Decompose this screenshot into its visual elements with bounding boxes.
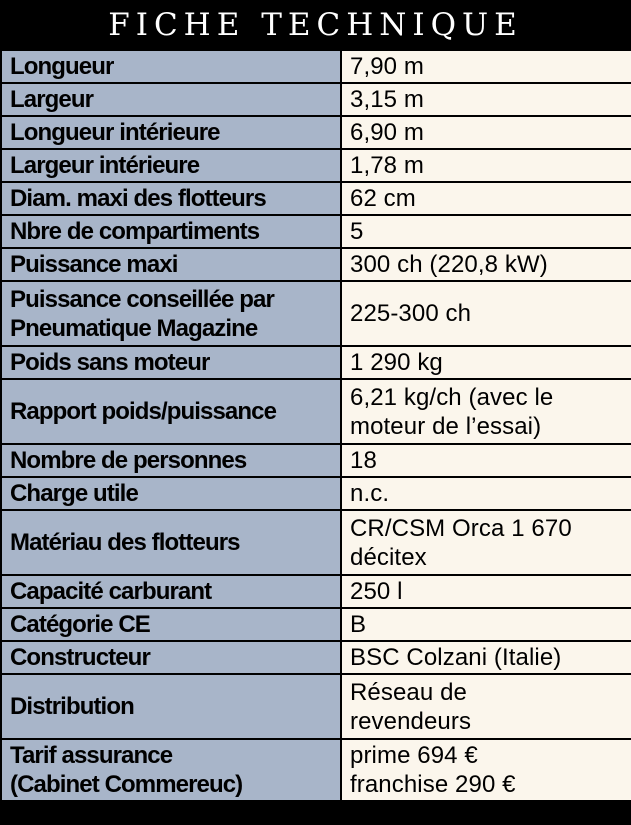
spec-label-cell <box>1 608 341 641</box>
spec-value-cell <box>341 50 631 83</box>
spec-label: Largeur <box>10 86 94 113</box>
spec-row <box>1 575 631 608</box>
spec-label-cell <box>1 739 341 801</box>
spec-value: 225-300 ch <box>350 300 472 327</box>
spec-value-cell <box>341 575 631 608</box>
spec-row <box>1 739 631 801</box>
spec-label-cell <box>1 182 341 215</box>
spec-value: 6,21 kg/ch (avec le moteur de l’essai) <box>350 383 554 440</box>
spec-label: Tarif assurance (Cabinet Commereuc) <box>10 742 243 798</box>
spec-label-cell <box>1 379 341 444</box>
spec-row <box>1 444 631 477</box>
spec-label-cell <box>1 346 341 379</box>
spec-value: 6,90 m <box>350 119 424 146</box>
spec-value-cell <box>341 149 631 182</box>
spec-row <box>1 608 631 641</box>
spec-table <box>0 49 631 802</box>
spec-row <box>1 83 631 116</box>
spec-label: Poids sans moteur <box>10 349 210 376</box>
sheet-title: FICHE TECHNIQUE <box>0 0 631 49</box>
spec-value: 1,78 m <box>350 152 424 179</box>
spec-value: 3,15 m <box>350 86 424 113</box>
spec-value-cell <box>341 116 631 149</box>
spec-label: Puissance conseillée par Pneumatique Magazine <box>10 285 274 342</box>
spec-label: Largeur intérieure <box>10 152 200 179</box>
spec-value: Réseau de revendeurs <box>350 678 472 735</box>
spec-value-cell <box>341 379 631 444</box>
spec-label: Diam. maxi des flotteurs <box>10 185 266 212</box>
spec-label: Longueur <box>10 53 114 80</box>
spec-value: 5 <box>350 218 364 245</box>
spec-value-cell <box>341 641 631 674</box>
spec-label-cell <box>1 83 341 116</box>
spec-label: Catégorie CE <box>10 611 150 638</box>
spec-value: 62 cm <box>350 185 416 212</box>
spec-value: 7,90 m <box>350 53 424 80</box>
spec-value: BSC Colzani (Italie) <box>350 644 562 671</box>
spec-label: Nbre de compartiments <box>10 218 260 245</box>
spec-value: prime 694 € franchise 290 € <box>350 742 516 798</box>
spec-row <box>1 477 631 510</box>
spec-label: Constructeur <box>10 644 150 671</box>
spec-row <box>1 116 631 149</box>
spec-label-cell <box>1 575 341 608</box>
spec-row <box>1 215 631 248</box>
spec-label: Matériau des flotteurs <box>10 529 240 556</box>
spec-row <box>1 346 631 379</box>
spec-value-cell <box>341 739 631 801</box>
spec-value: 18 <box>350 447 377 474</box>
spec-value: CR/CSM Orca 1 670 décitex <box>350 514 572 571</box>
spec-value-cell <box>341 83 631 116</box>
spec-value: B <box>350 611 367 638</box>
spec-value-cell <box>341 215 631 248</box>
spec-label: Puissance maxi <box>10 251 178 278</box>
spec-row <box>1 641 631 674</box>
spec-row <box>1 50 631 83</box>
spec-label: Capacité carburant <box>10 578 212 605</box>
spec-label-cell <box>1 149 341 182</box>
spec-value: 250 l <box>350 578 403 605</box>
spec-row <box>1 149 631 182</box>
spec-label-cell <box>1 641 341 674</box>
spec-value-cell <box>341 248 631 281</box>
spec-value-cell <box>341 674 631 739</box>
spec-value-cell <box>341 182 631 215</box>
spec-row <box>1 674 631 739</box>
spec-label-cell <box>1 477 341 510</box>
spec-label-cell <box>1 444 341 477</box>
spec-value-cell <box>341 346 631 379</box>
spec-label-cell <box>1 281 341 346</box>
spec-label-cell <box>1 50 341 83</box>
spec-value-cell <box>341 510 631 575</box>
spec-value: n.c. <box>350 480 390 507</box>
spec-label-cell <box>1 215 341 248</box>
spec-row <box>1 248 631 281</box>
spec-label-cell <box>1 116 341 149</box>
spec-value-cell <box>341 281 631 346</box>
spec-table-body <box>1 50 631 801</box>
spec-row <box>1 510 631 575</box>
spec-row <box>1 281 631 346</box>
spec-label: Rapport poids/puissance <box>10 398 277 425</box>
spec-value: 1 290 kg <box>350 349 443 376</box>
spec-label: Distribution <box>10 693 134 720</box>
spec-row <box>1 379 631 444</box>
spec-label-cell <box>1 510 341 575</box>
spec-label-cell <box>1 674 341 739</box>
spec-label-cell <box>1 248 341 281</box>
spec-row <box>1 182 631 215</box>
spec-value-cell <box>341 608 631 641</box>
spec-value: 300 ch (220,8 kW) <box>350 251 548 278</box>
spec-value-cell <box>341 477 631 510</box>
spec-label: Nombre de personnes <box>10 447 247 474</box>
spec-label: Longueur intérieure <box>10 119 220 146</box>
spec-label: Charge utile <box>10 480 138 507</box>
spec-value-cell <box>341 444 631 477</box>
